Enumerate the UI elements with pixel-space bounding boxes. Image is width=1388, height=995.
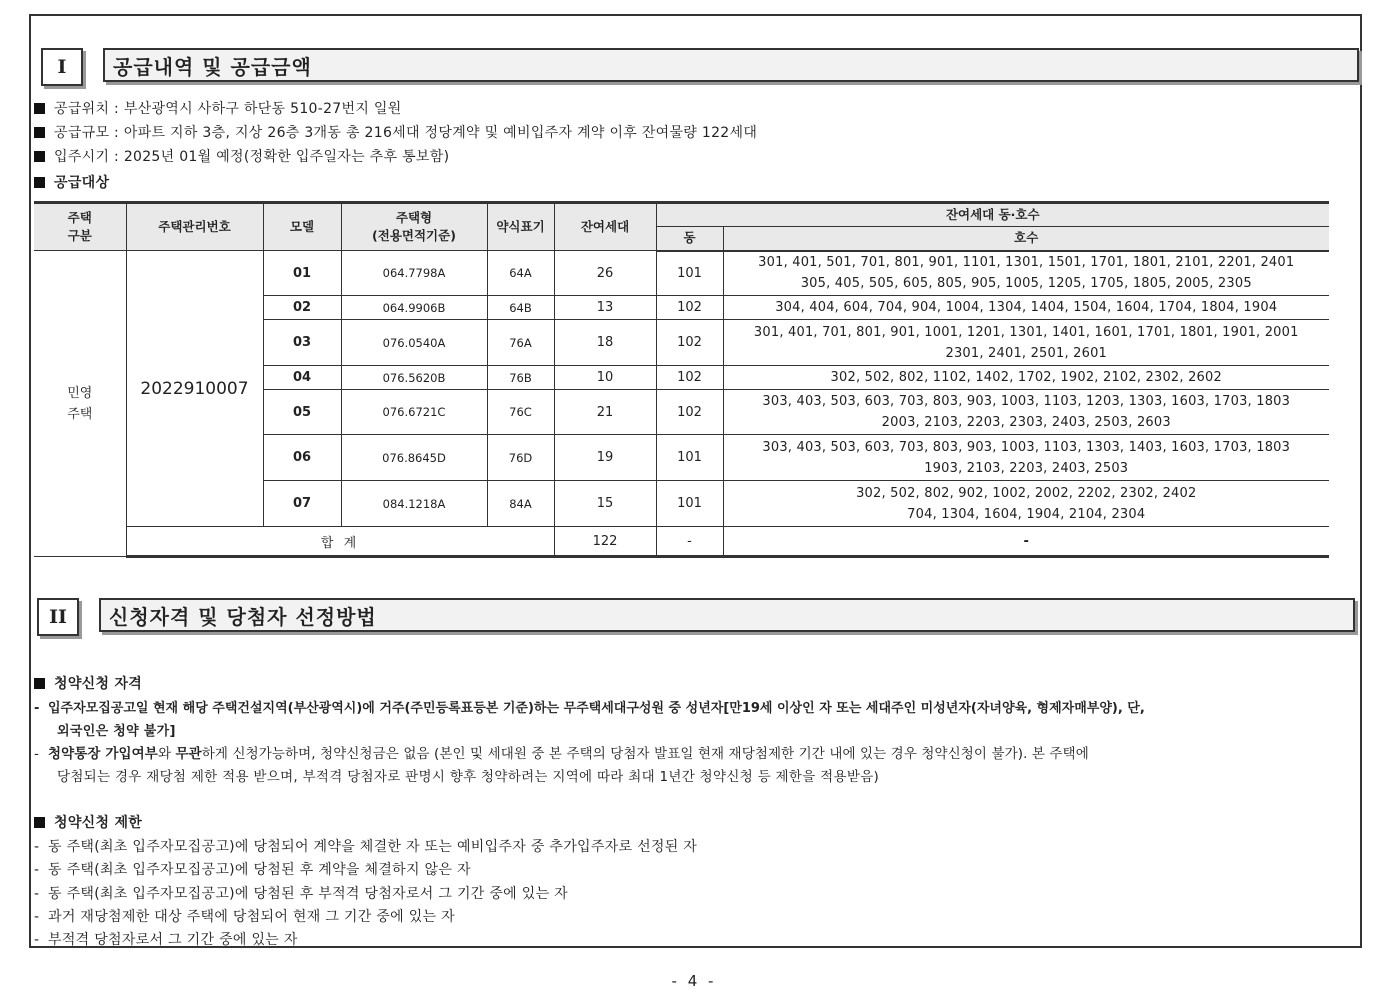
header-model: 모델 xyxy=(263,203,341,251)
dong-cell: 102 xyxy=(656,296,723,320)
abbr-cell: 76D xyxy=(487,435,554,481)
count-cell: 13 xyxy=(554,296,656,320)
count-cell: 19 xyxy=(554,435,656,481)
type-cell: 084.1218A xyxy=(341,481,487,527)
page-number: - 4 - xyxy=(671,972,717,990)
restriction-heading: 청약신청 제한 xyxy=(34,812,142,832)
type-cell: 076.8645D xyxy=(341,435,487,481)
section-2-header xyxy=(37,598,1359,636)
dong-cell: 101 xyxy=(656,481,723,527)
bullet-square-icon xyxy=(34,177,45,188)
total-row xyxy=(34,527,1329,557)
units-cell: 303, 403, 503, 603, 703, 803, 903, 1003, 1103, 1303, 1403, 1603, 1703, 1803 1903, 2103, 2203, 2403, 2503 xyxy=(723,435,1329,481)
units-cell: 302, 502, 802, 1102, 1402, 1702, 1902, 2102, 2302, 2602 xyxy=(723,366,1329,390)
model-cell: 04 xyxy=(263,366,341,390)
total-label: 합 계 xyxy=(126,527,554,557)
eligibility-item-1: - 입주자모집공고일 현재 해당 주택건설지역(부산광역시)에 거주(주민등록표등본 기준)하는 무주택세대구성원 중 성년자[만19세 이상인 자 또는 세대주인 미성년자(자녀양육, 형제자매부양), 단, xyxy=(34,701,1145,716)
model-cell: 01 xyxy=(263,251,341,296)
units-cell: 303, 403, 503, 603, 703, 803, 903, 1003, 1103, 1203, 1303, 1603, 1703, 1803 2003, 2103, 2203, 2303, 2403, 2503, 2603 xyxy=(723,390,1329,435)
eligibility-item-1-cont: 외국인은 청약 불가] xyxy=(57,724,176,739)
section-1-header xyxy=(41,48,1363,86)
header-remaining-units: 잔여세대 동·호수 xyxy=(656,203,1329,227)
abbr-cell: 84A xyxy=(487,481,554,527)
bullet-square-icon xyxy=(34,103,45,114)
table-row xyxy=(34,251,1329,296)
model-cell: 05 xyxy=(263,390,341,435)
bullet-square-icon xyxy=(34,127,45,138)
header-dong: 동 xyxy=(656,227,723,251)
bullet-square-icon xyxy=(34,817,45,828)
section-1-number: I xyxy=(41,48,83,86)
type-cell: 064.7798A xyxy=(341,251,487,296)
restriction-item: - 동 주택(최초 입주자모집공고)에 당첨된 후 계약을 체결하지 않은 자 xyxy=(34,862,471,878)
mgmt-no-cell: 2022910007 xyxy=(126,251,263,527)
units-cell: 304, 404, 604, 704, 904, 1004, 1304, 1404, 1504, 1604, 1704, 1804, 1904 xyxy=(723,296,1329,320)
total-count: 122 xyxy=(554,527,656,557)
type-cell: 076.0540A xyxy=(341,320,487,366)
section-1-title: 공급내역 및 공급금액 xyxy=(103,48,1359,82)
supply-target-heading: 공급대상 xyxy=(34,172,109,192)
header-abbr: 약식표기 xyxy=(487,203,554,251)
count-cell: 26 xyxy=(554,251,656,296)
header-remaining: 잔여세대 xyxy=(554,203,656,251)
section-2-number: II xyxy=(37,598,79,636)
count-cell: 10 xyxy=(554,366,656,390)
bullet-square-icon xyxy=(34,678,45,689)
dong-cell: 102 xyxy=(656,320,723,366)
eligibility-item-2: - 청약통장 가입여부와 무관하게 신청가능하며, 청약신청금은 없음 (본인 및 세대원 중 본 주택의 당첨자 발표일 현재 재당첨제한 기간 내에 있는 경우 청약신청이 불가). 본 주택에 xyxy=(34,746,1089,762)
abbr-cell: 64B xyxy=(487,296,554,320)
dong-cell: 102 xyxy=(656,390,723,435)
supply-scale: 공급규모 : 아파트 지하 3층, 지상 26층 3개동 총 216세대 정당계약 및 예비입주자 계약 이후 잔여물량 122세대 xyxy=(34,122,757,142)
bullet-square-icon xyxy=(34,151,45,162)
model-cell: 07 xyxy=(263,481,341,527)
abbr-cell: 76C xyxy=(487,390,554,435)
units-cell: 301, 401, 701, 801, 901, 1001, 1201, 1301, 1401, 1601, 1701, 1801, 1901, 2001 2301, 2401, 2501, 2601 xyxy=(723,320,1329,366)
count-cell: 18 xyxy=(554,320,656,366)
model-cell: 06 xyxy=(263,435,341,481)
supply-location: 공급위치 : 부산광역시 사하구 하단동 510-27번지 일원 xyxy=(34,98,402,118)
total-units: - xyxy=(723,527,1329,557)
units-cell: 302, 502, 802, 902, 1002, 2002, 2202, 2302, 2402 704, 1304, 1604, 1904, 2104, 2304 xyxy=(723,481,1329,527)
count-cell: 15 xyxy=(554,481,656,527)
type-cell: 076.6721C xyxy=(341,390,487,435)
supply-table xyxy=(34,201,1329,558)
header-house-type: 주택형 (전용면적기준) xyxy=(341,203,487,251)
units-cell: 301, 401, 501, 701, 801, 901, 1101, 1301, 1501, 1701, 1801, 2101, 2201, 2401 305, 405, 505, 605, 805, 905, 1005, 1205, 1705, 1805, 2005, 2305 xyxy=(723,251,1329,296)
model-cell: 03 xyxy=(263,320,341,366)
type-cell: 064.9906B xyxy=(341,296,487,320)
move-in-date: 입주시기 : 2025년 01월 예정(정확한 입주일자는 추후 통보함) xyxy=(34,146,449,166)
restriction-item: - 과거 재당첨제한 대상 주택에 당첨되어 현재 그 기간 중에 있는 자 xyxy=(34,909,455,925)
housing-type-cell: 민영 주택 xyxy=(34,251,126,557)
count-cell: 21 xyxy=(554,390,656,435)
type-cell: 076.5620B xyxy=(341,366,487,390)
restriction-item: - 동 주택(최초 입주자모집공고)에 당첨되어 계약을 체결한 자 또는 예비입주자 중 추가입주자로 선정된 자 xyxy=(34,839,698,855)
restriction-item: - 동 주택(최초 입주자모집공고)에 당첨된 후 부적격 당첨자로서 그 기간 중에 있는 자 xyxy=(34,886,568,902)
eligibility-item-2-cont: 당첨되는 경우 재당첨 제한 적용 받으며, 부적격 당첨자로 판명시 향후 청약하려는 지역에 따라 최대 1년간 청약신청 등 제한을 적용받음) xyxy=(57,769,880,785)
header-ho: 호수 xyxy=(723,227,1329,251)
abbr-cell: 64A xyxy=(487,251,554,296)
dong-cell: 101 xyxy=(656,251,723,296)
section-2-title: 신청자격 및 당첨자 선정방법 xyxy=(99,598,1355,632)
abbr-cell: 76B xyxy=(487,366,554,390)
header-mgmt-no: 주택관리번호 xyxy=(126,203,263,251)
model-cell: 02 xyxy=(263,296,341,320)
total-dong: - xyxy=(656,527,723,557)
dong-cell: 102 xyxy=(656,366,723,390)
dong-cell: 101 xyxy=(656,435,723,481)
eligibility-heading: 청약신청 자격 xyxy=(34,673,142,693)
abbr-cell: 76A xyxy=(487,320,554,366)
restriction-item: - 부적격 당첨자로서 그 기간 중에 있는 자 xyxy=(34,932,298,948)
header-housing-type: 주택 구분 xyxy=(34,203,126,251)
